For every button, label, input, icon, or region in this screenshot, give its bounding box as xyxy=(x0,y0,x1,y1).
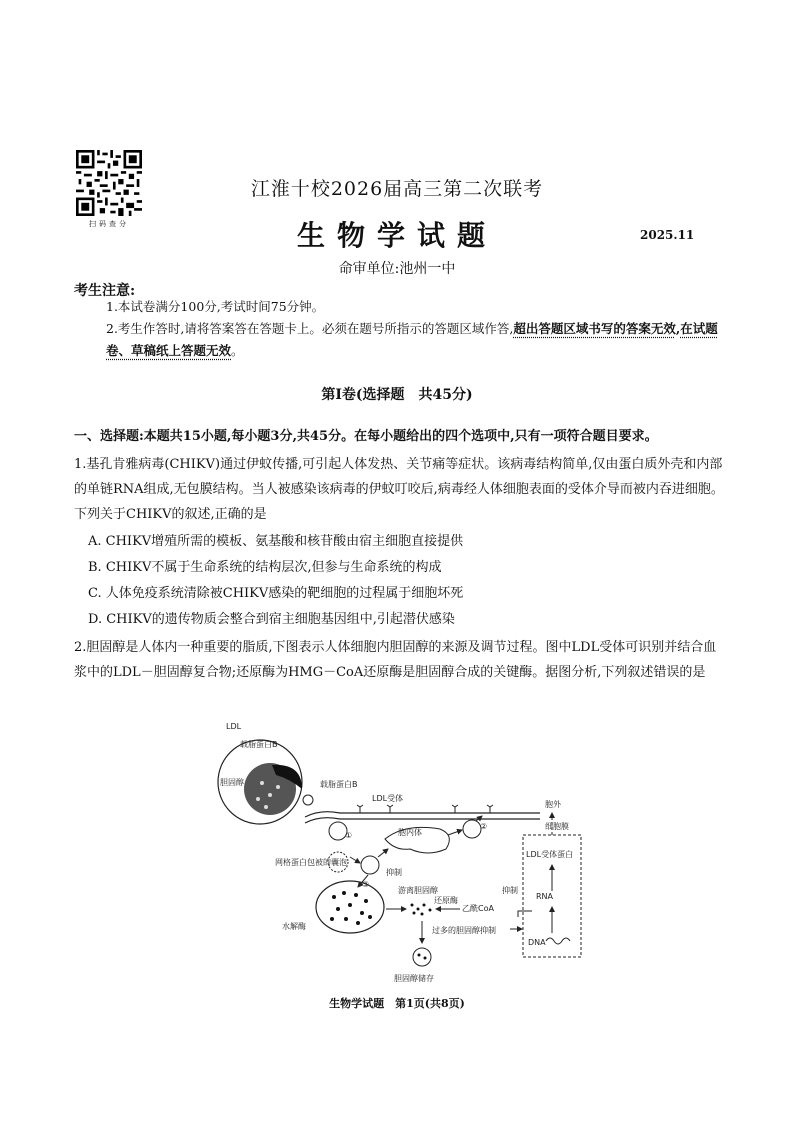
mark-3: ③ xyxy=(362,880,370,889)
mark-1: ① xyxy=(345,831,353,840)
question-2-stem: 2.胆固醇是人体内一种重要的脂质,下图表示人体细胞内胆固醇的来源及调节过程。图中LDL受体可识别并结合血浆中的LDL－胆固醇复合物;还原酶为HMG－CoA还原酶是胆固醇合成的关键酶。据图分析,下列叙述错误的是 xyxy=(74,640,717,680)
page-footer: 生物学试题 第1页(共8页) xyxy=(329,997,465,1010)
question-1-option-d: D. CHIKV的遗传物质会整合到宿主细胞基因组中,引起潜伏感染 xyxy=(88,612,455,627)
endosome-vesicle xyxy=(361,856,379,874)
label-reductase: 还原酶 xyxy=(434,896,458,905)
mark-2: ② xyxy=(480,822,488,831)
question-1-option-b: B. CHIKV不属于生命系统的结构层次,但参与生命系统的构成 xyxy=(88,560,442,575)
small-ldl xyxy=(303,795,313,805)
label-hydrolase: 水解酶 xyxy=(282,922,306,931)
cell-membrane-outer xyxy=(305,812,540,817)
question-1-option-c: C. 人体免疫系统清除被CHIKV感染的靶细胞的过程属于细胞坏死 xyxy=(88,586,464,601)
cholesterol-droplet xyxy=(413,948,431,966)
label-cholesterol-storage: 胆固醇储存 xyxy=(394,974,434,983)
label-apolipoprotein-shell: 载脂蛋白B xyxy=(240,740,278,749)
cholesterol-regulation-diagram xyxy=(210,717,600,992)
section-intro: 一、选择题:本题共15小题,每小题3分,共45分。在每小题给出的四个选项中,只有一项符合题目要求。 xyxy=(74,429,658,444)
part-title: 第Ⅰ卷(选择题 共45分) xyxy=(321,387,473,403)
label-inhibit-1: 抑制 xyxy=(386,868,402,877)
label-rna: RNA xyxy=(536,892,554,901)
label-endosome: 胞内体 xyxy=(398,828,422,837)
label-apoB: 载脂蛋白B xyxy=(320,780,358,789)
exam-title: 江淮十校2026届高三第二次联考 xyxy=(250,178,544,200)
notice-item-2 xyxy=(106,318,726,362)
subject-title: 生物学试题 xyxy=(296,219,497,252)
label-ldl-receptor-protein: LDL受体蛋白 xyxy=(526,850,574,859)
notice-item-2-separator: , xyxy=(675,321,681,336)
label-dna: DNA xyxy=(528,938,546,947)
label-inhibit-3: 抑制 xyxy=(502,886,518,895)
label-acetyl-coa: 乙酰CoA xyxy=(462,904,494,913)
exam-date: 2025.11 xyxy=(640,228,695,242)
notice-item-2-text: 2.考生作答时,请将答案答在答题卡上。必须在题号所指示的答题区域作答, xyxy=(106,321,514,336)
label-inhibit-2: 抑制 xyxy=(480,926,496,935)
label-membrane: 细胞膜 xyxy=(545,822,569,831)
notice-item-2-emphasis-2: 在试题卷、草稿纸上答题无效 xyxy=(106,321,718,358)
label-cell-exterior: 胞外 xyxy=(545,800,561,809)
label-cholesterol: 胆固醇 xyxy=(220,778,244,787)
notice-item-1: 1.本试卷满分100分,考试时间75分钟。 xyxy=(106,299,325,314)
recycling-vesicle xyxy=(463,820,481,838)
question-1-option-a: A. CHIKV增殖所需的模板、氨基酸和核苷酸由宿主细胞直接提供 xyxy=(88,534,464,549)
ldl-receptors xyxy=(357,805,493,813)
dna-helix xyxy=(546,938,570,944)
label-free-cholesterol: 游离胆固醇 xyxy=(398,886,438,895)
label-ldl-receptor: LDL受体 xyxy=(372,794,404,803)
label-coated-vesicle: 网格蛋白包被的囊泡 xyxy=(275,858,347,867)
qr-caption: 扫码查分 xyxy=(89,220,129,228)
notice-item-2-emphasis-1: 超出答题区域书写的答案无效 xyxy=(513,321,676,336)
question-1-stem: 1.基孔肯雅病毒(CHIKV)通过伊蚊传播,可引起人体发热、关节痛等症状。该病毒结构简单,仅由蛋白质外壳和内部的单链RNA组成,无包膜结构。当人被感染该病毒的伊蚊叮咬后,病毒经人体细胞表面的受体介导而被内吞进细胞。下列关于CHIKV的叙述,正确的是 xyxy=(74,457,724,522)
notice-item-2-end: 。 xyxy=(231,343,244,358)
label-ldl: LDL xyxy=(226,722,242,731)
notice-heading: 考生注意: xyxy=(74,283,136,299)
label-excess-cholesterol: 过多的胆固醇 xyxy=(432,926,480,935)
setter-unit: 命审单位:池州一中 xyxy=(338,261,456,277)
